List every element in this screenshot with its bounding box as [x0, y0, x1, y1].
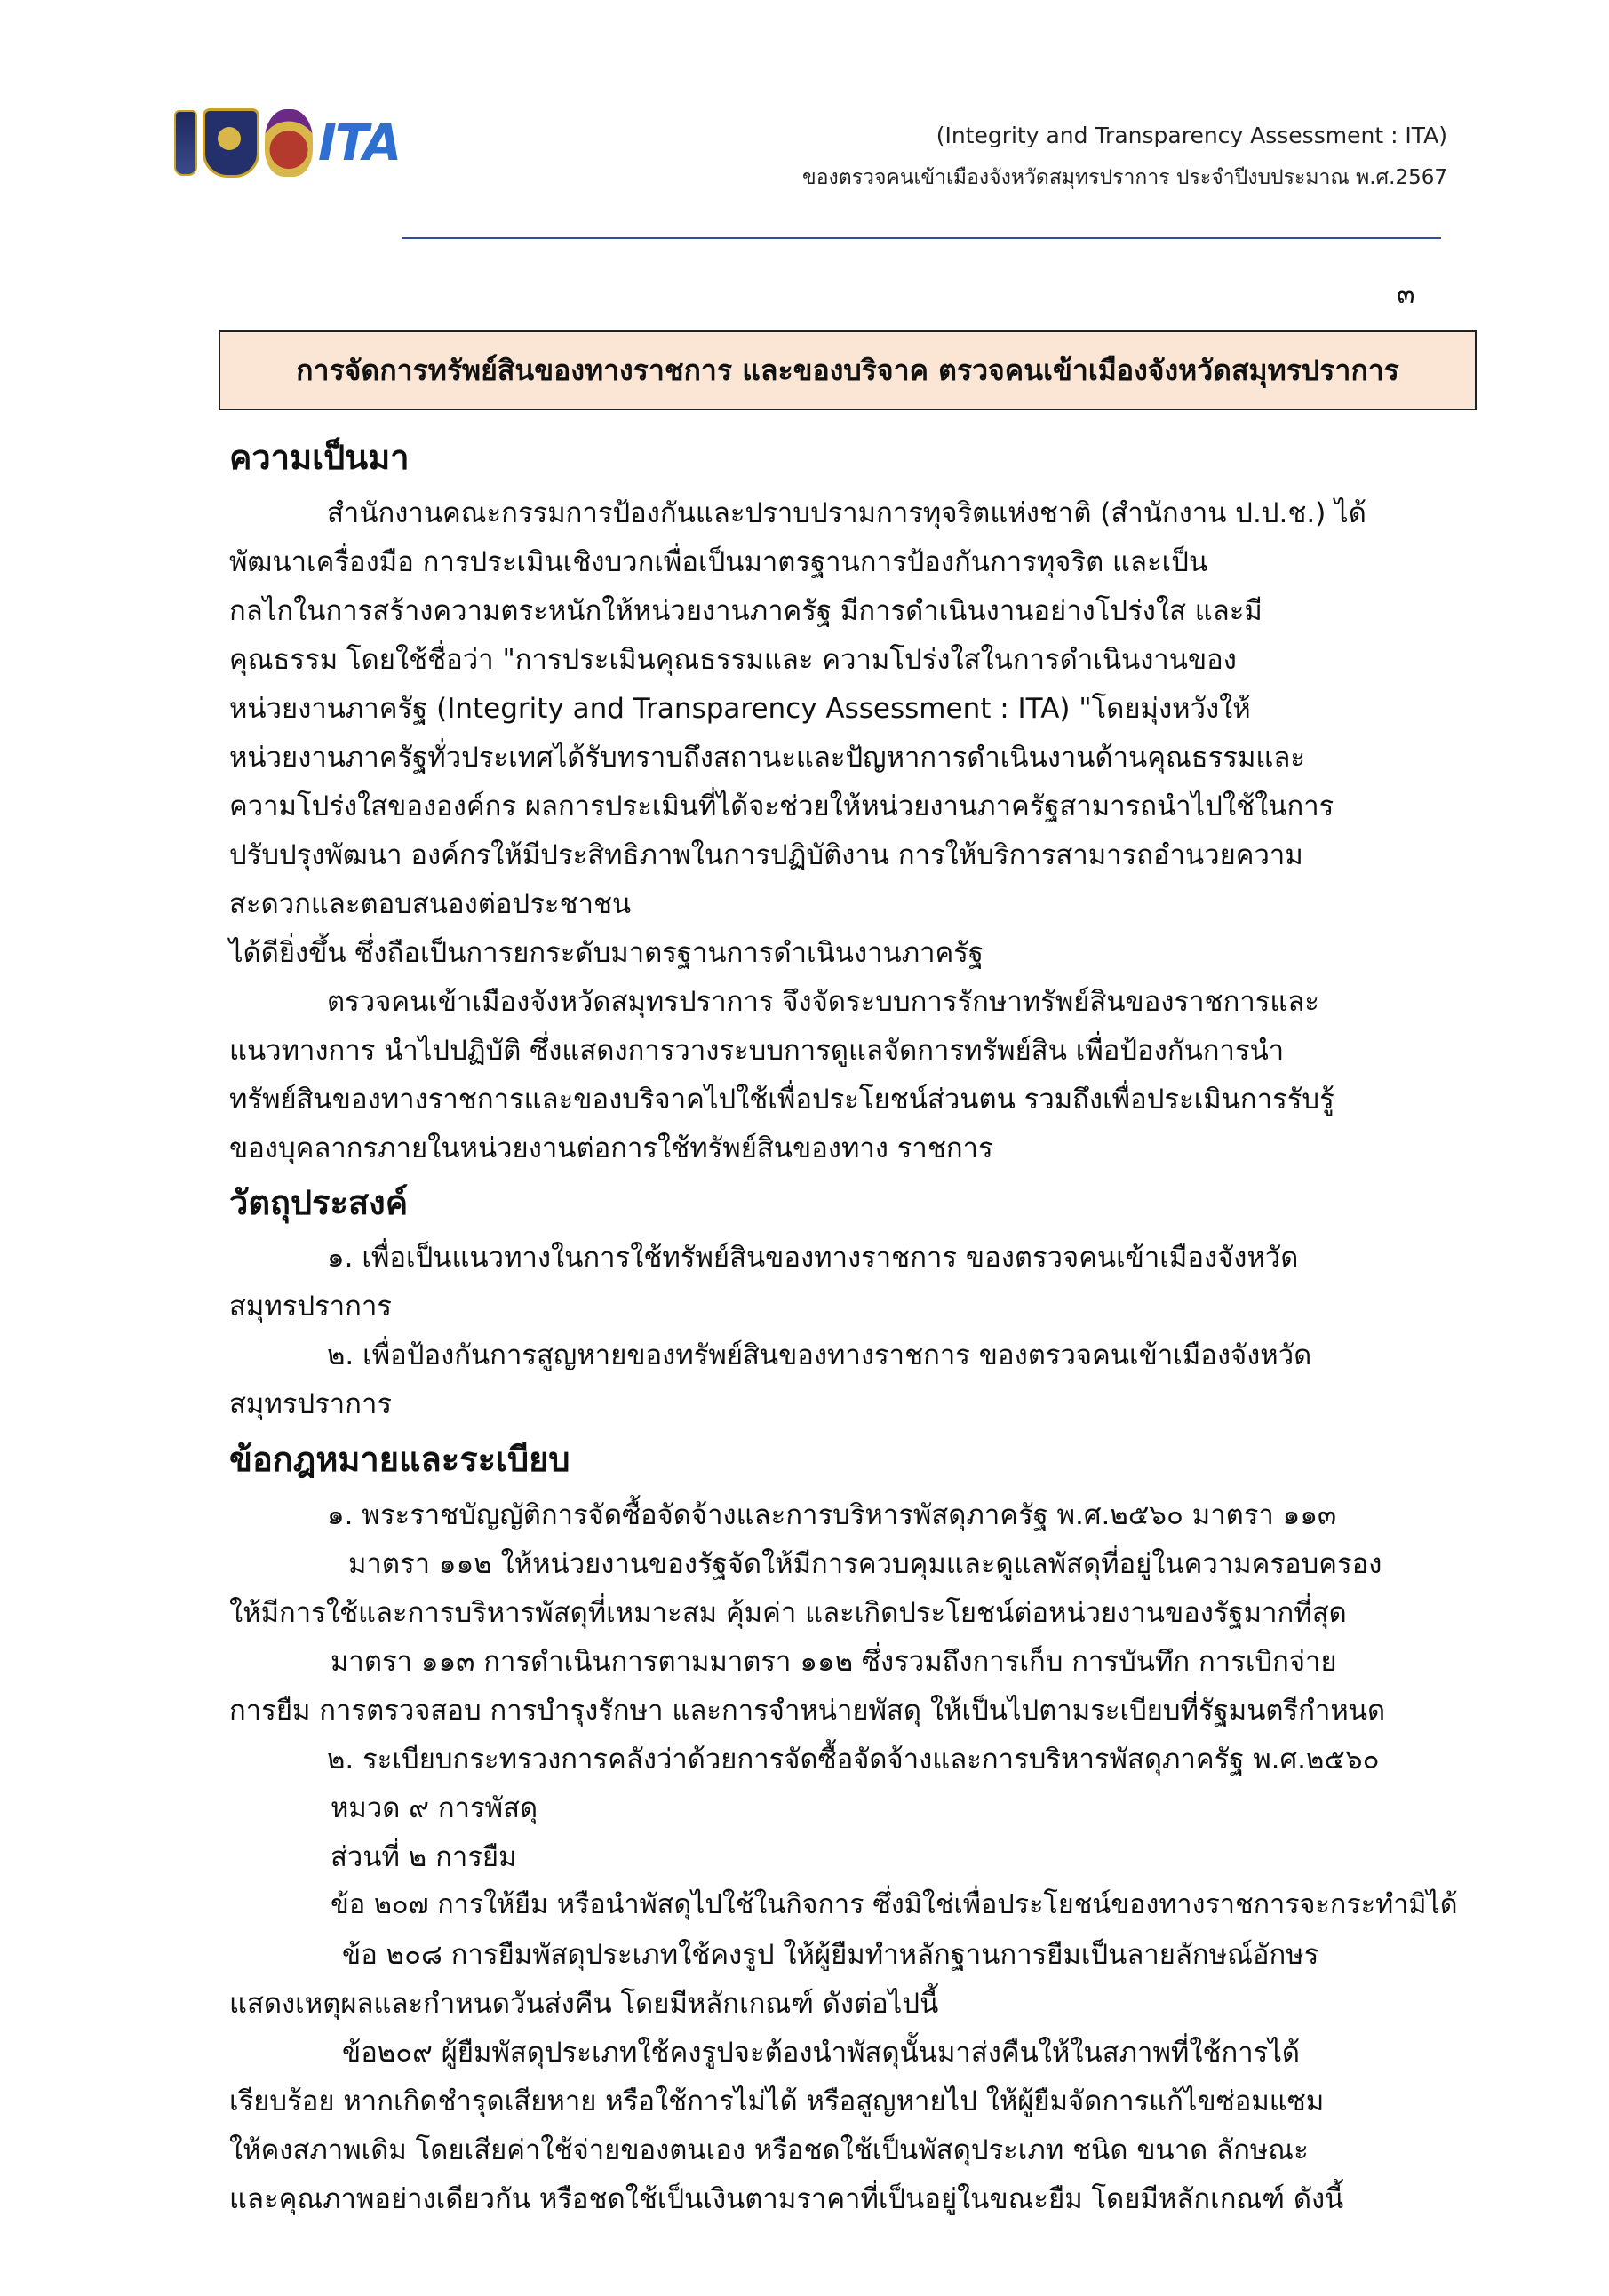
immigration-badge-icon	[174, 110, 197, 176]
paragraph-line: ทรัพย์สินของทางราชการและของบริจาคไปใช้เพื่อประโยชน์ส่วนตน รวมถึงเพื่อประเมินการรับรู้	[229, 1084, 1334, 1116]
section-heading-objectives: วัตถุประสงค์	[229, 1183, 409, 1222]
objective-item: สมุทรปราการ	[229, 1388, 393, 1420]
law-item: เรียบร้อย หากเกิดชำรุดเสียหาย หรือใช้การไม่ได้ หรือสูญหายไป ให้ผู้ยืมจัดการแก้ไขซ่อมแซม	[229, 2085, 1325, 2117]
paragraph-line: ปรับปรุงพัฒนา องค์กรให้มีประสิทธิภาพในการปฏิบัติงาน การให้บริการสามารถอำนวยความ	[229, 839, 1303, 871]
law-item: และคุณภาพอย่างเดียวกัน หรือชดใช้เป็นเงินตามราคาที่เป็นอยู่ในขณะยืม โดยมีหลักเกณฑ์ ดังนี้	[229, 2183, 1344, 2215]
law-item: หมวด ๙ การพัสดุ	[331, 1792, 538, 1824]
ita-logo: ITA	[318, 114, 401, 172]
paragraph-line: แนวทางการ นำไปปฏิบัติ ซึ่งแสดงการวางระบบการดูแลจัดการทรัพย์สิน เพื่อป้องกันการนำ	[229, 1035, 1285, 1067]
royal-emblem-icon	[265, 109, 313, 177]
paragraph-line: หน่วยงานภาครัฐทั่วประเทศได้รับทราบถึงสถานะและปัญหาการดำเนินงานด้านคุณธรรมและ	[229, 742, 1306, 774]
objective-item: ๑. เพื่อเป็นแนวทางในการใช้ทรัพย์สินของทางราชการ ของตรวจคนเข้าเมืองจังหวัด	[327, 1242, 1299, 1274]
law-item: มาตรา ๑๑๓ การดำเนินการตามมาตรา ๑๑๒ ซึ่งรวมถึงการเก็บ การบันทึก การเบิกจ่าย	[331, 1646, 1337, 1678]
paragraph-line: กลไกในการสร้างความตระหนักให้หน่วยงานภาครัฐ มีการดำเนินงานอย่างโปร่งใส และมี	[229, 595, 1263, 627]
police-shield-icon	[203, 108, 259, 178]
section-heading-background: ความเป็นมา	[229, 438, 410, 477]
law-item: แสดงเหตุผลและกำหนดวันส่งคืน โดยมีหลักเกณฑ์ ดังต่อไปนี้	[229, 1988, 939, 2020]
objective-item: ๒. เพื่อป้องกันการสูญหายของทรัพย์สินของทางราชการ ของตรวจคนเข้าเมืองจังหวัด	[327, 1339, 1312, 1371]
paragraph-line: พัฒนาเครื่องมือ การประเมินเชิงบวกเพื่อเป็นมาตรฐานการป้องกันการทุจริต และเป็น	[229, 546, 1208, 578]
page-number: ๓	[1397, 279, 1415, 310]
paragraph-line: สะดวกและตอบสนองต่อประชาชน	[229, 888, 632, 920]
paragraph-line: ของบุคลากรภายในหน่วยงานต่อการใช้ทรัพย์สินของทาง ราชการ	[229, 1132, 993, 1164]
law-item: ข้อ ๒๐๘ การยืมพัสดุประเภทใช้คงรูป ให้ผู้ยืมทำหลักฐานการยืมเป็นลายลักษณ์อักษร	[342, 1939, 1319, 1971]
header-line-1: (Integrity and Transparency Assessment : ITA)	[936, 123, 1447, 148]
paragraph-line: คุณธรรม โดยใช้ชื่อว่า "การประเมินคุณธรรมและ ความโปร่งใสในการดำเนินงานของ	[229, 644, 1237, 676]
law-item: ให้มีการใช้และการบริหารพัสดุที่เหมาะสม คุ้มค่า และเกิดประโยชน์ต่อหน่วยงานของรัฐมากที่สุด	[229, 1597, 1347, 1629]
section-heading-laws: ข้อกฎหมายและระเบียบ	[229, 1440, 570, 1479]
objective-item: สมุทรปราการ	[229, 1291, 393, 1323]
law-item: การยืม การตรวจสอบ การบำรุงรักษา และการจำหน่ายพัสดุ ให้เป็นไปตามระเบียบที่รัฐมนตรีกำหนด	[229, 1695, 1386, 1727]
paragraph-line: สำนักงานคณะกรรมการป้องกันและปราบปรามการทุจริตแห่งชาติ (สำนักงาน ป.ป.ช.) ได้	[327, 497, 1366, 529]
header-divider	[402, 237, 1441, 239]
header-line-2: ของตรวจคนเข้าเมืองจังหวัดสมุทรปราการ ประจำปีงบประมาณ พ.ศ.2567	[801, 166, 1447, 189]
paragraph-line: หน่วยงานภาครัฐ (Integrity and Transparency Assessment : ITA) "โดยมุ่งหวังให้	[229, 693, 1251, 725]
law-item: ส่วนที่ ๒ การยืม	[331, 1841, 517, 1873]
law-item: ข้อ๒๐๙ ผู้ยืมพัสดุประเภทใช้คงรูปจะต้องนำพัสดุนั้นมาส่งคืนให้ในสภาพที่ใช้การได้	[342, 2037, 1301, 2069]
law-item: ให้คงสภาพเดิม โดยเสียค่าใช้จ่ายของตนเอง หรือชดใช้เป็นพัสดุประเภท ชนิด ขนาด ลักษณะ	[229, 2134, 1309, 2166]
law-item: ๒. ระเบียบกระทรวงการคลังว่าด้วยการจัดซื้อจัดจ้างและการบริหารพัสดุภาครัฐ พ.ศ.๒๕๖๐	[327, 1744, 1380, 1776]
document-title: การจัดการทรัพย์สินของทางราชการ และของบริจาค ตรวจคนเข้าเมืองจังหวัดสมุทรปราการ	[219, 330, 1477, 410]
law-item: ๑. พระราชบัญญัติการจัดซื้อจัดจ้างและการบริหารพัสดุภาครัฐ พ.ศ.๒๕๖๐ มาตรา ๑๑๓	[327, 1499, 1337, 1531]
paragraph-line: ตรวจคนเข้าเมืองจังหวัดสมุทรปราการ จึงจัดระบบการรักษาทรัพย์สินของราชการและ	[327, 986, 1320, 1018]
law-item: ข้อ ๒๐๗ การให้ยืม หรือนำพัสดุไปใช้ในกิจการ ซึ่งมิใช่เพื่อประโยชน์ของทางราชการจะกระทำมิได้	[331, 1889, 1458, 1920]
paragraph-line: ได้ดียิ่งขึ้น ซึ่งถือเป็นการยกระดับมาตรฐานการดำเนินงานภาครัฐ	[229, 937, 984, 969]
header-logos	[174, 107, 400, 179]
law-item: มาตรา ๑๑๒ ให้หน่วยงานของรัฐจัดให้มีการควบคุมและดูแลพัสดุที่อยู่ในความครอบครอง	[348, 1548, 1382, 1580]
paragraph-line: ความโปร่งใสขององค์กร ผลการประเมินที่ได้จะช่วยให้หน่วยงานภาครัฐสามารถนำไปใช้ในการ	[229, 790, 1334, 822]
